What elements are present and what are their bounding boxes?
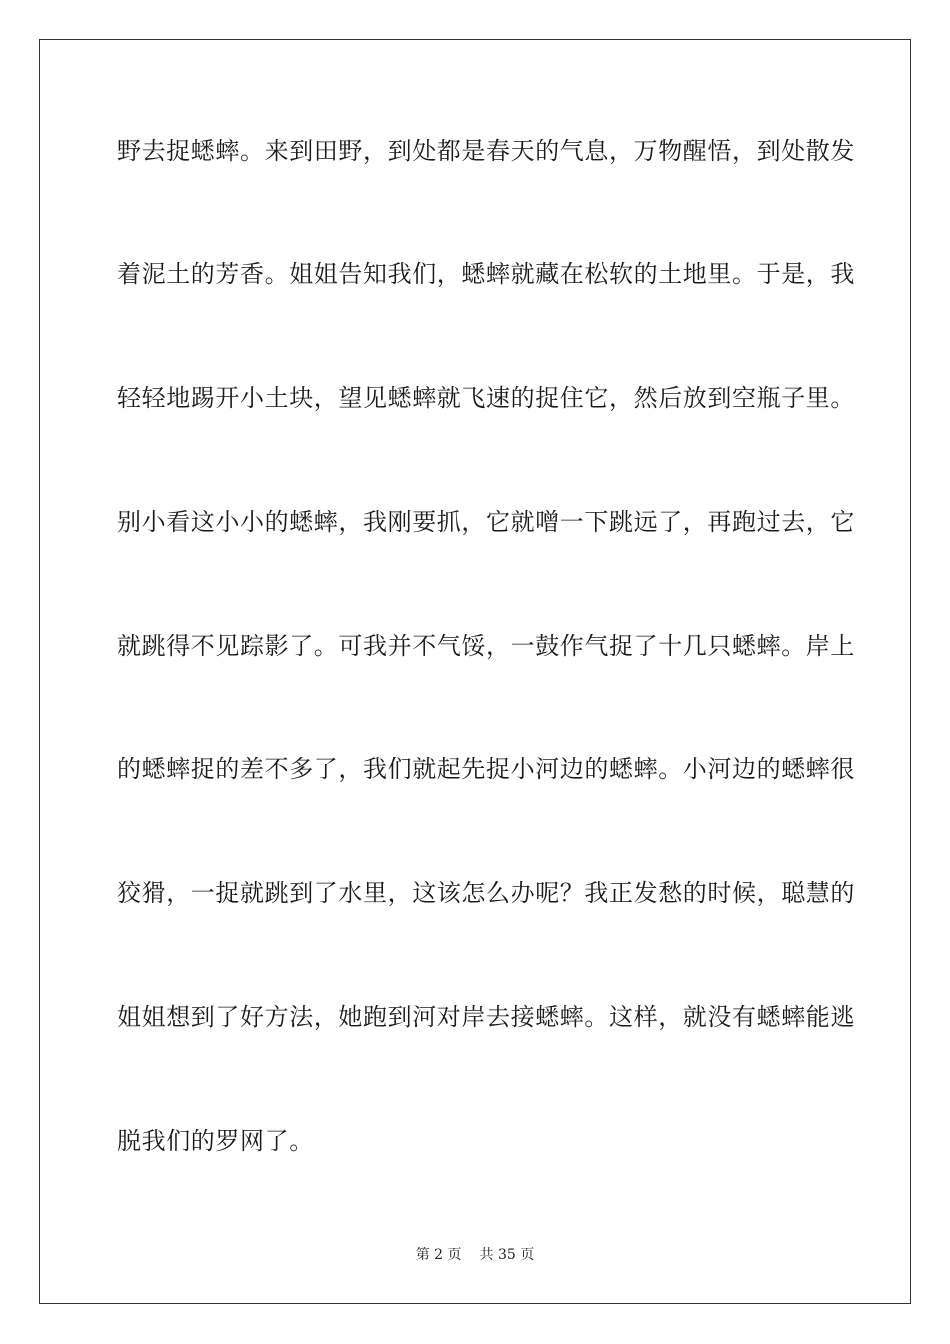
paragraph-line: 着泥土的芳香。姐姐告知我们，蟋蟀就藏在松软的土地里。于是，我 bbox=[117, 260, 855, 288]
paragraph-line: 姐姐想到了好方法，她跑到河对岸去接蟋蟀。这样，就没有蟋蟀能逃 bbox=[117, 1003, 855, 1031]
paragraph-line: 野去捉蟋蟀。来到田野，到处都是春天的气息，万物醒悟，到处散发 bbox=[117, 137, 855, 165]
page-number: 第 2 页 bbox=[415, 1247, 462, 1263]
page-border bbox=[39, 39, 911, 1304]
page-total: 共 35 页 bbox=[479, 1247, 535, 1263]
paragraph-line: 别小看这小小的蟋蟀，我刚要抓，它就噌一下跳远了，再跑过去，它 bbox=[117, 508, 855, 536]
paragraph-line: 狡猾，一捉就跳到了水里，这该怎么办呢？我正发愁的时候，聪慧的 bbox=[117, 879, 855, 907]
paragraph-line: 就跳得不见踪影了。可我并不气馁，一鼓作气捉了十几只蟋蟀。岸上 bbox=[117, 632, 855, 660]
paragraph-line: 轻轻地踢开小土块，望见蟋蟀就飞速的捉住它，然后放到空瓶子里。 bbox=[117, 384, 855, 412]
paragraph-line: 脱我们的罗网了。 bbox=[117, 1127, 314, 1155]
page-footer bbox=[0, 1245, 950, 1265]
paragraph-line: 的蟋蟀捉的差不多了，我们就起先捉小河边的蟋蟀。小河边的蟋蟀很 bbox=[117, 755, 855, 783]
